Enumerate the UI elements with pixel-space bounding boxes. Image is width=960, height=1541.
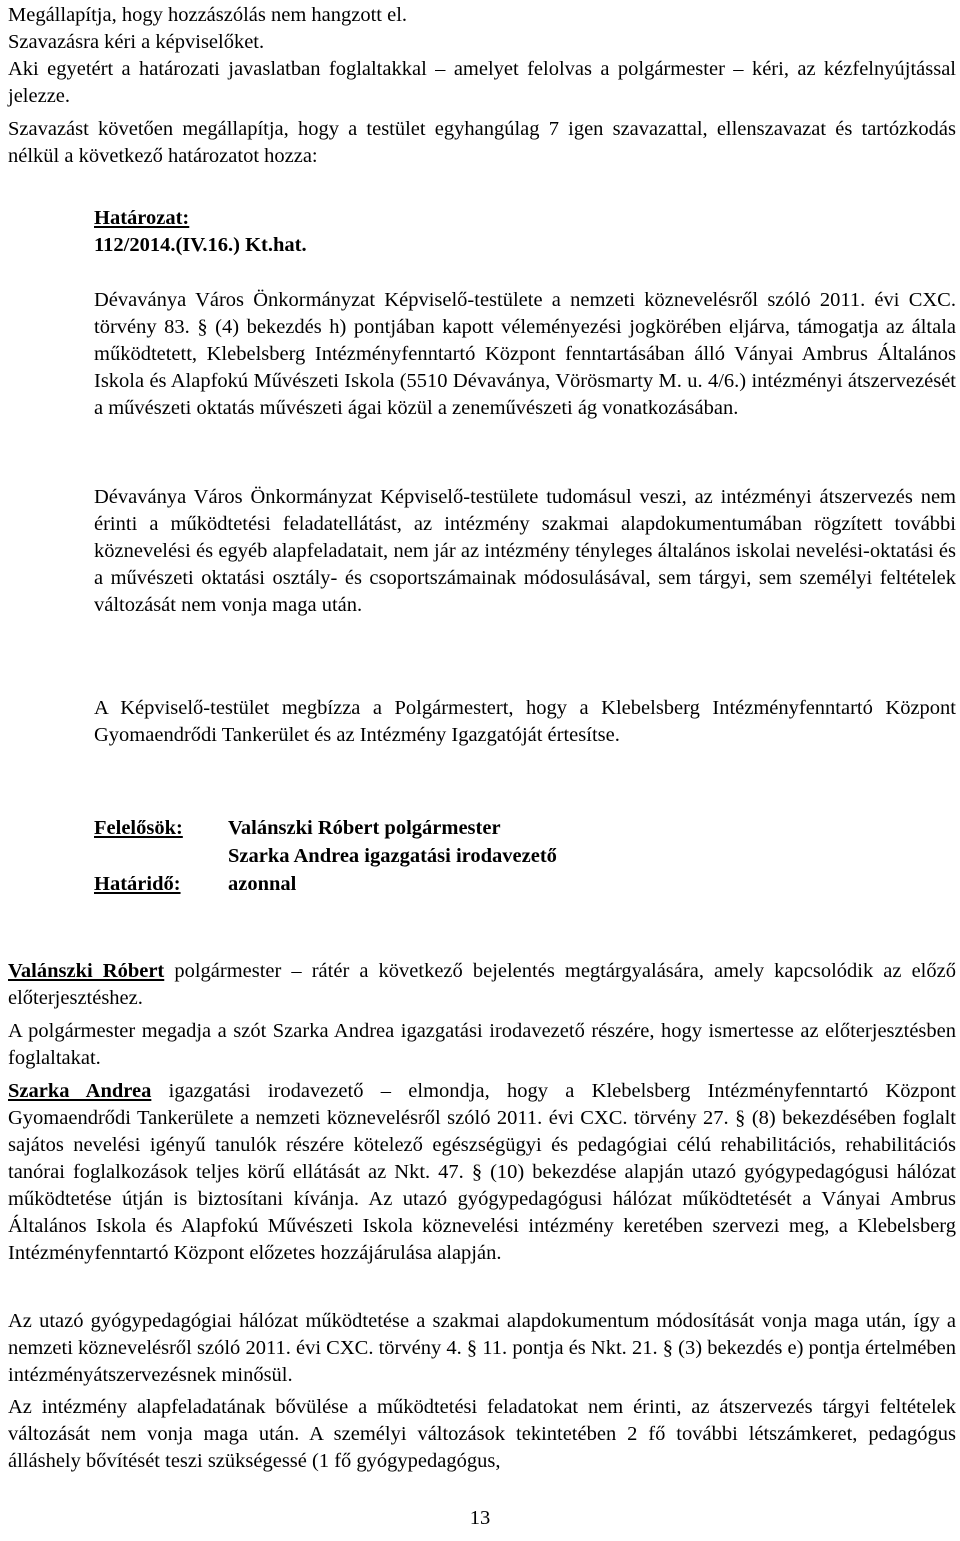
- intro-paragraph-show-of-hands: Aki egyetért a határozati javaslatban foglaltakkal – amelyet felolvas a polgármester – kéri, az kézfelnyújtással jelezze.: [8, 58, 956, 107]
- deadline-value: azonnal: [228, 873, 297, 895]
- deadline-label: Határidő:: [94, 873, 181, 895]
- responsible-person-2: Szarka Andrea igazgatási irodavezető: [228, 845, 557, 867]
- page-number: 13: [469, 1507, 491, 1529]
- responsible-row-1: [94, 815, 956, 842]
- body-paragraph-network-modification: Az utazó gyógypedagógiai hálózat működtetése a szakmai alapdokumentum módosítását vonja maga után, így a nemzeti köznevelésről szóló 2011. évi CXC. törvény 4. § 11. pontja és Nkt. 21. § (3) bekezdés e) pontja értelmében intézményátszervezésnek minősül.: [8, 1310, 956, 1386]
- speaker-name-head-of-office: Szarka Andrea: [8, 1080, 152, 1102]
- head-of-office-text: igazgatási irodavezető – elmondja, hogy a Klebelsberg Intézményfenntartó Központ Gyomaendrődi Tankerülete a nemzeti köznevelésről szóló 2011. évi CXC. törvény 27. § (8) bekezdésében foglalt sajátos nevelési igényű tanulók részére kötelező egészségügyi és pedagógiai célú rehabilitációs, rehabilitációs tanórai foglalkozások teljes körű ellátását az Nkt. 47. § (10) bekezdése alapján utazó gyógypedagógusi hálózat működtetése útján is biztosítani kívánja. Az utazó gyógypedagógusi hálózat működtetését a Ványai Ambrus Általános Iskola és Alapfokú Művészeti Iskola köznevelési intézmény keretében szervezi meg, a Klebelsberg Intézményfenntartó Központ előzetes hozzájárulása alapján.: [8, 1080, 956, 1264]
- body-paragraph-staffing: Az intézmény alapfeladatának bővülése a működtetési feladatokat nem érinti, az átszervezés tárgyi feltételek változását nem vonja maga után. A személyi változások tekintetében 2 fő további létszámkeret, pedagógus álláshely bővítését teszi szükségessé (1 fő gyógypedagógus,: [8, 1396, 956, 1472]
- body-paragraph-mayor-announcement: [8, 958, 956, 1012]
- resolution-paragraph-2: Dévaványa Város Önkormányzat Képviselő-testülete tudomásul veszi, az intézményi átszervezés nem érinti a működtetési feladatellátást, az intézmény szakmai alapdokumentumában rögzített további köznevelési és egyéb alapfeladatait, nem jár az intézmény tényleges általános iskolai nevelési-oktatási és a művészeti oktatási osztály- és csoportszámainak módosulásával, sem tárgyi, sem személyi feltételek változását nem vonja maga után.: [94, 486, 956, 616]
- intro-line-vote-request: Szavazásra kéri a képviselőket.: [8, 31, 265, 53]
- speaker-name-mayor: Valánszki Róbert: [8, 960, 165, 982]
- deadline-row: [94, 871, 956, 898]
- body-paragraph-head-of-office: [8, 1078, 956, 1267]
- resolution-paragraph-1: Dévaványa Város Önkormányzat Képviselő-testülete a nemzeti köznevelésről szóló 2011. évi CXC. törvény 83. § (4) bekezdés h) pontjában kapott véleményezési jogkörében eljárva, támogatja az általa működtetett, Klebelsberg Intézményfenntartó Központ fenntartásában álló Ványai Ambrus Általános Iskola és Alapfokú Művészeti Iskola (5510 Dévaványa, Vörösmarty M. u. 4/6.) intézményi átszervezését a művészeti oktatás művészeti ágai közül a zeneművészeti ág vonatkozásában.: [94, 289, 956, 419]
- responsible-row-2: [94, 843, 956, 870]
- intro-paragraph-vote-result: Szavazást követően megállapítja, hogy a testület egyhangúlag 7 igen szavazattal, ellenszavazat és tartózkodás nélkül a következő határozatot hozza:: [8, 118, 956, 167]
- body-paragraph-floor-given: A polgármester megadja a szót Szarka Andrea igazgatási irodavezető részére, hogy ismertesse az előterjesztésben foglaltakat.: [8, 1020, 956, 1069]
- resolution-heading: Határozat:: [94, 207, 190, 229]
- responsible-person-1: Valánszki Róbert polgármester: [228, 817, 501, 839]
- responsible-label: Felelősök:: [94, 817, 183, 839]
- mayor-announcement-text: polgármester – rátér a következő bejelentés megtárgyalására, amely kapcsolódik az előző előterjesztéshez.: [8, 960, 956, 1009]
- intro-line-no-comments: Megállapítja, hogy hozzászólás nem hangzott el.: [8, 4, 408, 26]
- resolution-paragraph-3: A Képviselő-testület megbízza a Polgármestert, hogy a Klebelsberg Intézményfenntartó Központ Gyomaendrődi Tankerület és az Intézmény Igazgatóját értesítse.: [94, 697, 956, 746]
- resolution-number: 112/2014.(IV.16.) Kt.hat.: [94, 234, 307, 256]
